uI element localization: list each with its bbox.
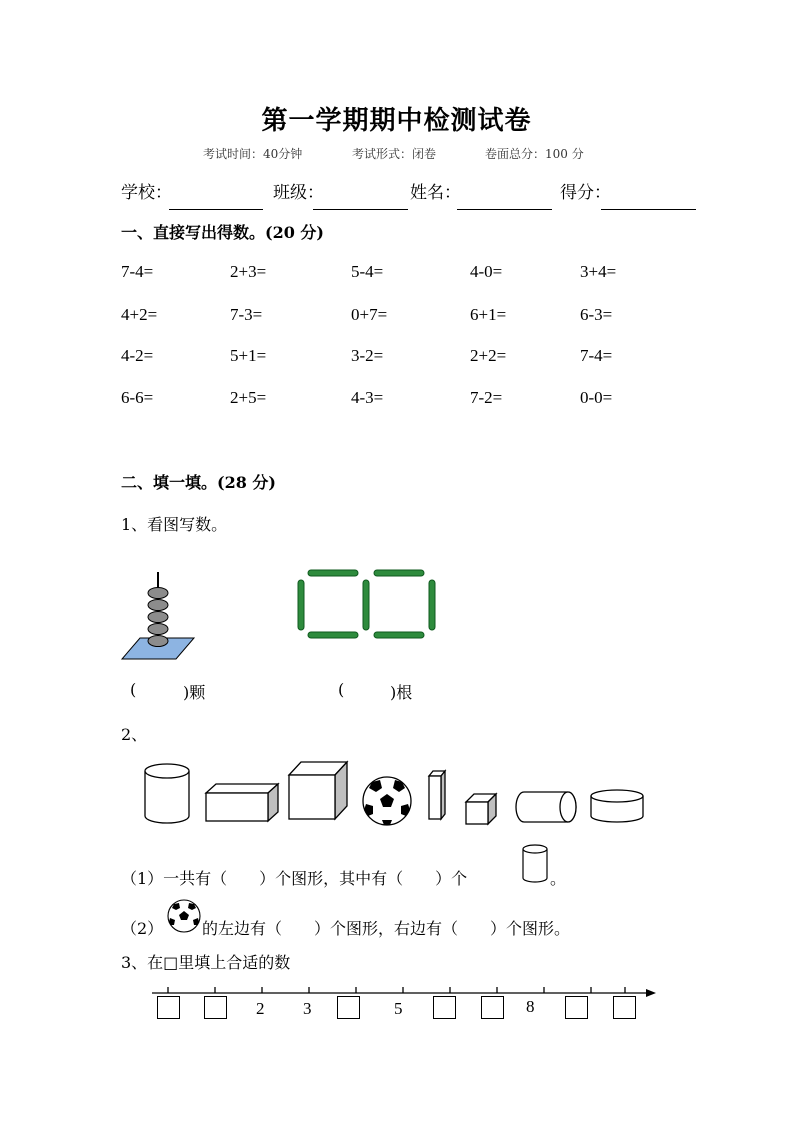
name-blank[interactable] — [457, 209, 552, 210]
number-box[interactable] — [204, 996, 227, 1019]
shapes-row — [140, 758, 660, 830]
equation: 7-3= — [230, 305, 263, 324]
lying-cylinder-icon — [516, 792, 576, 822]
equation: 6-3= — [580, 305, 613, 324]
number-box[interactable] — [565, 996, 588, 1019]
equation: 4-2= — [121, 346, 154, 365]
question2-sub2: 的左边有（ ）个图形，右边有（ ）个图形。 — [202, 919, 571, 938]
question2-sub1: （1）一共有（ ）个图形，其中有（ ）个 — [121, 869, 468, 888]
answer-beads-blank[interactable] — [140, 680, 180, 700]
equation: 2+3= — [230, 262, 267, 281]
answer-paren-open: ( — [338, 680, 345, 699]
flat-cylinder-icon — [591, 790, 643, 822]
equation: 3+4= — [580, 262, 617, 281]
soccer-ball-icon — [363, 777, 411, 825]
exam-total-score: 卷面总分：100 分 — [485, 147, 584, 161]
equation: 7-4= — [580, 346, 613, 365]
number-label: 8 — [526, 997, 535, 1016]
question2-sub2-prefix: （2） — [121, 919, 164, 938]
number-box[interactable] — [433, 996, 456, 1019]
score-label: 得分： — [560, 183, 611, 203]
cylinder-icon — [145, 764, 189, 823]
name-label: 姓名： — [410, 183, 461, 203]
cube-icon — [289, 762, 347, 819]
abacus-icon — [118, 570, 198, 662]
cylinder-icon — [520, 842, 550, 886]
equation: 2+2= — [470, 346, 507, 365]
number-box[interactable] — [613, 996, 636, 1019]
soccer-ball-icon — [166, 898, 202, 934]
score-blank[interactable] — [601, 209, 696, 210]
equation: 3-2= — [351, 346, 384, 365]
answer-paren-open: ( — [130, 680, 137, 699]
number-label: 5 — [394, 999, 403, 1018]
equation: 5-4= — [351, 262, 384, 281]
equation: 2+5= — [230, 388, 267, 407]
number-label: 2 — [256, 999, 265, 1018]
section1-title: 一、直接写出得数。(20 分) — [121, 223, 324, 242]
cuboid-icon — [206, 784, 278, 821]
question2-sub1-end: 。 — [550, 869, 567, 888]
class-label: 班级： — [273, 183, 324, 203]
section2-title: 二、填一填。(28 分) — [121, 473, 276, 492]
number-box[interactable] — [337, 996, 360, 1019]
question2-label: 2、 — [121, 725, 148, 744]
equation: 4-3= — [351, 388, 384, 407]
number-label: 3 — [303, 999, 312, 1018]
equation: 7-2= — [470, 388, 503, 407]
school-blank[interactable] — [169, 209, 263, 210]
page-title: 第一学期期中检测试卷 — [261, 106, 532, 136]
exam-time: 考试时间：40分钟 — [203, 147, 303, 161]
sticks-icon — [296, 568, 446, 643]
number-box[interactable] — [157, 996, 180, 1019]
exam-format: 考试形式：闭卷 — [352, 147, 437, 161]
equation: 5+1= — [230, 346, 267, 365]
equation: 0-0= — [580, 388, 613, 407]
tall-cuboid-icon — [429, 771, 445, 819]
equation: 4+2= — [121, 305, 158, 324]
equation: 6-6= — [121, 388, 154, 407]
school-label: 学校： — [121, 183, 172, 203]
small-cube-icon — [466, 794, 496, 824]
number-box[interactable] — [481, 996, 504, 1019]
answer-sticks-unit: )根 — [390, 683, 413, 702]
class-blank[interactable] — [313, 209, 408, 210]
equation: 6+1= — [470, 305, 507, 324]
question1-label: 1、看图写数。 — [121, 515, 228, 534]
equation: 4-0= — [470, 262, 503, 281]
equation: 7-4= — [121, 262, 154, 281]
question3-label: 3、在□里填上合适的数 — [121, 953, 291, 972]
answer-sticks-blank[interactable] — [348, 680, 388, 700]
answer-beads-unit: )颗 — [183, 683, 206, 702]
equation: 0+7= — [351, 305, 388, 324]
